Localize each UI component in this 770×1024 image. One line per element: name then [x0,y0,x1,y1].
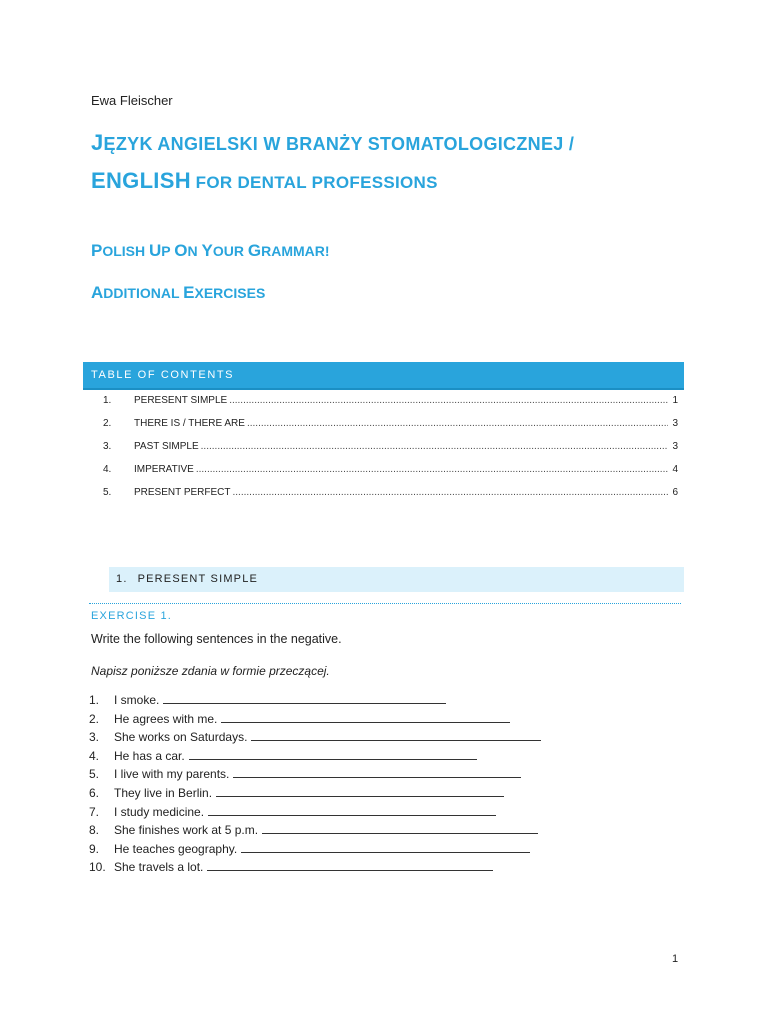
list-item [89,804,541,823]
item-number: 7. [89,804,100,819]
answer-blank[interactable] [233,766,521,778]
list-item [89,766,541,785]
toc-heading: TABLE OF CONTENTS [83,362,684,388]
toc-entry-page: 3 [672,441,678,452]
subtitle-letter: A [91,283,104,302]
subtitle-part: P [161,243,175,259]
item-sentence: She travels a lot. [114,860,204,875]
toc-leader-dots [201,441,668,452]
section-divider [89,603,681,604]
subtitle-part: RAMMAR! [261,243,330,259]
answer-blank[interactable] [251,729,541,741]
author-name: Ewa Fleischer [91,93,173,108]
toc-entry-label: PERESENT SIMPLE [134,395,228,406]
toc-entry-page: 1 [672,395,678,406]
item-sentence: He has a car. [114,748,185,763]
subtitle-letter: O [174,241,188,260]
title-english: ENGLISH [91,168,191,193]
answer-blank[interactable] [262,822,538,834]
subtitle-part: OLISH [102,243,150,259]
item-number: 4. [89,748,100,763]
list-item [89,859,541,878]
table-of-contents [103,395,678,510]
item-number: 2. [89,711,100,726]
toc-entry-number: 5. [103,487,112,498]
subtitle-part: XERCISES [194,285,266,301]
item-number: 3. [89,730,100,745]
toc-entry-number: 2. [103,418,112,429]
item-number: 6. [89,785,100,800]
item-sentence: I live with my parents. [114,767,230,782]
title-english-rest: FOR DENTAL PROFESSIONS [195,173,438,192]
section-heading [109,567,684,592]
toc-entry-label: PAST SIMPLE [134,441,199,452]
exercise-list [89,692,541,878]
toc-entry-number: 3. [103,441,112,452]
toc-entry[interactable] [103,418,678,441]
item-sentence: They live in Berlin. [114,785,213,800]
toc-entry-page: 3 [672,418,678,429]
item-sentence: I study medicine. [114,804,205,819]
toc-entry-page: 4 [672,464,678,475]
list-item [89,711,541,730]
answer-blank[interactable] [163,692,446,704]
item-number: 10. [89,860,106,875]
answer-blank[interactable] [241,841,530,853]
title-rest: ĘZYK ANGIELSKI W BRANŻY STOMATOLOGICZNEJ / [103,134,575,154]
document-title-line-2 [91,168,438,194]
answer-blank[interactable] [221,711,510,723]
list-item [89,692,541,711]
toc-leader-dots [229,395,668,406]
subtitle-polish-up [91,241,330,261]
toc-entry[interactable] [103,487,678,510]
instruction-english: Write the following sentences in the negative. [91,632,342,646]
list-item [89,841,541,860]
toc-entry[interactable] [103,464,678,487]
answer-blank[interactable] [207,859,493,871]
item-sentence: She works on Saturdays. [114,730,248,745]
list-item [89,785,541,804]
item-number: 8. [89,823,100,838]
toc-entry-number: 1. [103,395,112,406]
instruction-polish: Napisz poniższe zdania w formie przeczącej. [91,664,330,678]
toc-entry-number: 4. [103,464,112,475]
answer-blank[interactable] [189,748,477,760]
subtitle-additional-exercises [91,283,265,303]
document-title-line-1 [91,130,574,156]
answer-blank[interactable] [208,804,496,816]
item-number: 1. [89,693,100,707]
list-item [89,729,541,748]
toc-divider [83,388,684,390]
list-item [89,748,541,767]
toc-leader-dots [196,464,668,475]
section-number: 1. [116,573,128,585]
list-item [89,822,541,841]
toc-entry-label: THERE IS / THERE ARE [134,418,245,429]
subtitle-part: DDITIONAL [103,285,184,301]
subtitle-letter: G [247,241,262,260]
item-sentence: I smoke. [114,693,160,707]
page-number: 1 [672,953,679,965]
item-number: 9. [89,841,100,856]
item-sentence: He teaches geography. [114,841,238,856]
subtitle-part: N [187,243,202,259]
item-sentence: She finishes work at 5 p.m. [114,823,259,838]
subtitle-letter: P [91,241,103,260]
subtitle-letter: Y [201,241,213,260]
toc-entry-page: 6 [672,487,678,498]
section-title: PERESENT SIMPLE [137,573,259,585]
subtitle-letter: E [183,283,195,302]
title-initial: J [91,130,104,155]
toc-entry-label: PRESENT PERFECT [134,487,231,498]
toc-entry[interactable] [103,395,678,418]
toc-leader-dots [247,418,668,429]
item-sentence: He agrees with me. [114,711,218,726]
answer-blank[interactable] [216,785,504,797]
item-number: 5. [89,767,100,782]
toc-leader-dots [233,487,669,498]
toc-entry[interactable] [103,441,678,464]
subtitle-part: OUR [212,243,248,259]
toc-entry-label: IMPERATIVE [134,464,194,475]
subtitle-letter: U [149,241,162,260]
exercise-label: EXERCISE 1. [91,610,173,622]
